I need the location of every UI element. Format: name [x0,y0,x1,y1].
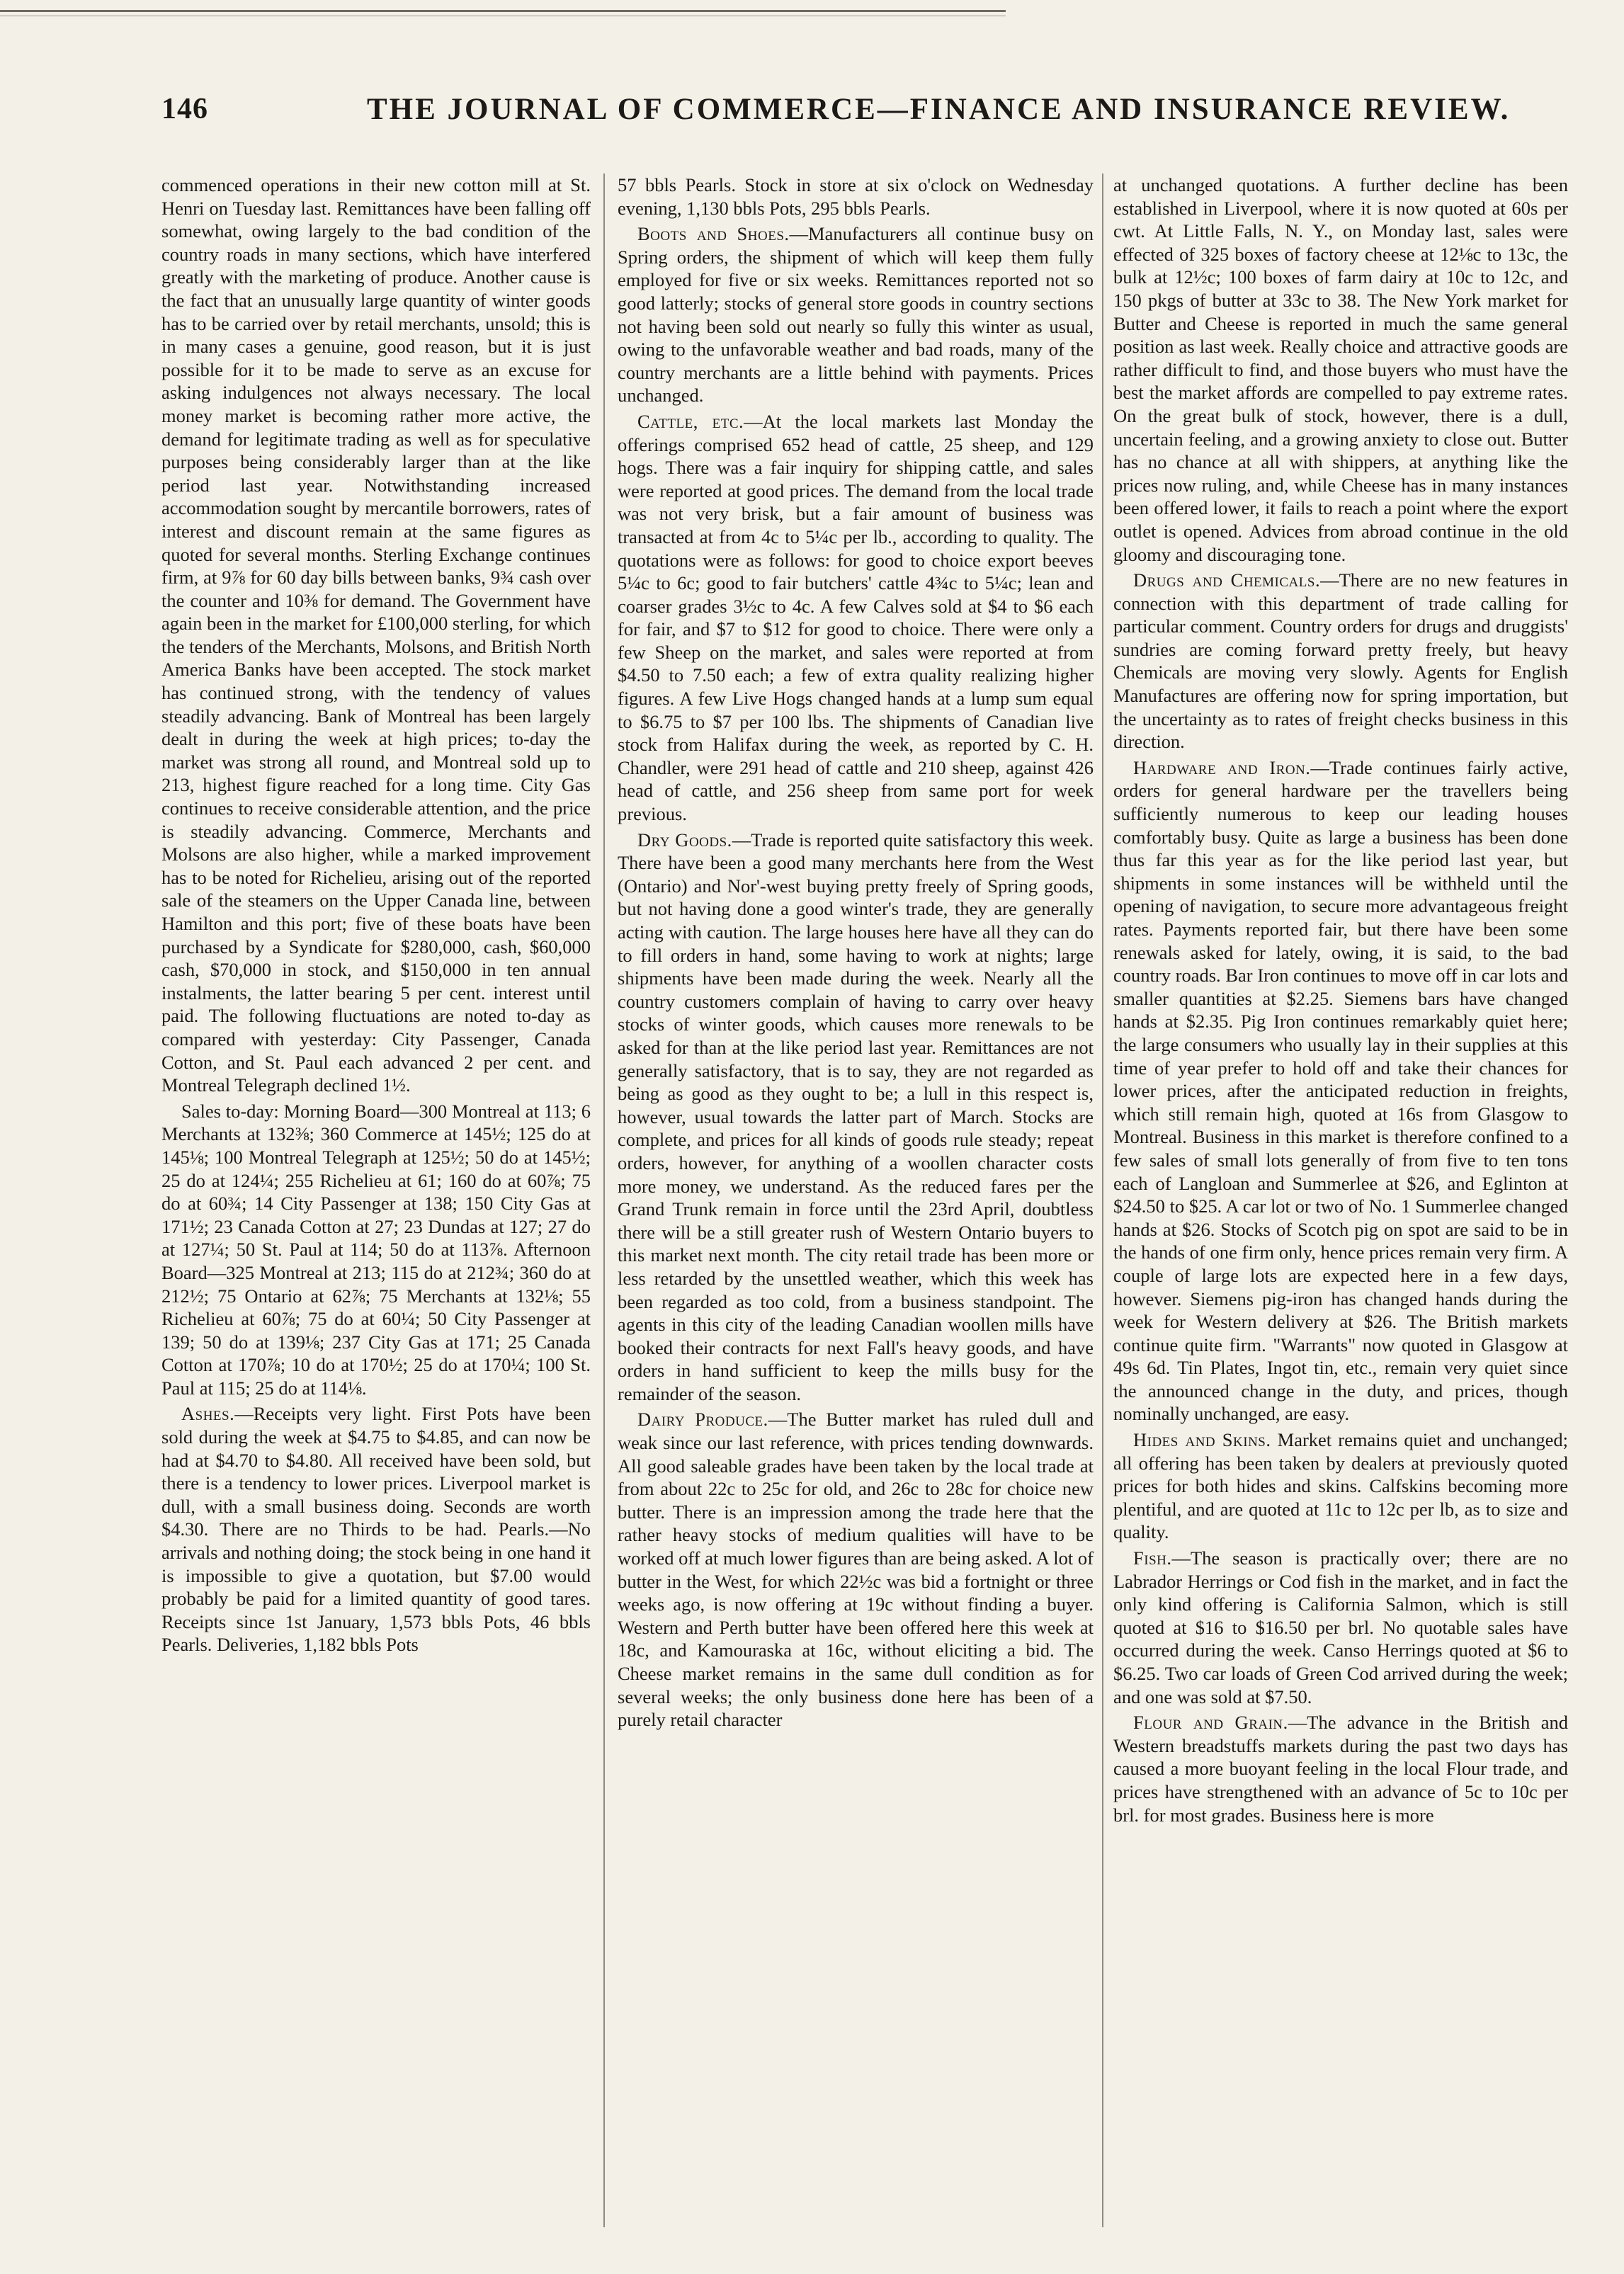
body-paragraph [618,174,1094,220]
paragraph-text: commenced operations in their new cotton mill at St. Henri on Tuesday last. Remittances have been falling off somewhat, owing largely to the bad condition of the country roads in many sections, which have interfered greatly with the marketing of produce. Another cause is the fact that an unusually large quantity of winter goods has to be carried over by retail merchants, unsold; this is in many cases a genuine, good reason, but it is just possible for it to be made to serve as an excuse for asking indulgences not always necessary. The local money market is becoming rather more active, the demand for legitimate trading as well as for speculative purposes being considerably larger than at the like period last year. Notwithstanding increased accommodation sought by mercantile borrowers, rates of interest and discount remain at the same figures as quoted for several months. Sterling Exchange continues firm, at 9⅞ for 60 day bills between banks, 9¾ cash over the counter and 10⅜ for demand. The Government have again been in the market for £100,000 sterling, for which the tenders of the Merchants, Molsons, and British North America Banks have been accepted. The stock market has continued strong, with the tendency of values steadily advancing. Bank of Montreal has been largely dealt in during the week at high prices; to-day the market was strong all round, and Montreal sold up to 213, highest figure reached for a long time. City Gas continues to receive considerable attention, and the price is steadily advancing. Commerce, Merchants and Molsons are also higher, while a marked improvement has to be noted for Richelieu, arising out of the reported sale of the steamers on the Upper Canada line, between Hamilton and this port; five of these boats have been purchased by a Syndicate for $280,000, cash, $60,000 cash, $70,000 in stock, and $150,000 in ten annual instalments, the latter bearing 5 per cent. interest until paid. The following fluctuations are noted to-day as compared with yesterday: City Passenger, Canada Cotton, and St. Paul each advanced 2 per cent. and Montreal Telegraph declined 1½. [161,174,591,1096]
paragraph-text: —There are no new features in connection with this department of trade calling for particular comment. Country orders for drugs and druggists' sundries are coming forward pretty freely, but heavy Chemicals are moving very slowly. Agents for English Manufactures are offering now for spring importation, but the uncertainty as to rates of freight checks business in this direction. [1113,569,1568,753]
section-heading: Flour and Grain. [1133,1712,1288,1734]
article-paragraph [1113,1547,1568,1708]
section-heading: Drugs and Chemicals. [1133,569,1321,591]
section-heading: Dry Goods. [637,829,732,851]
column-divider [603,174,605,2227]
section-heading: Ashes. [181,1403,235,1425]
paragraph-text: —The season is practically over; there are no Labrador Herrings or Cod fish in the market, and in fact the only kind offering is California Salmon, which is still quoted at $16 to $16.50 per brl. No quotable sales have occurred during the week. Canso Herrings quoted at $6 to $6.25. Two car loads of Green Cod arrived during the week; and one was sold at $7.50. [1113,1547,1568,1707]
article-paragraph [618,829,1094,1406]
section-heading: Hardware and Iron. [1133,756,1311,778]
text-column-3 [1113,174,1568,2227]
paragraph-text: —The Butter market has ruled dull and weak since our last reference, with prices tending downwards. All good saleable grades have been taken by the local trade at from about 22c to 25c for old, and 26c to 28c for choice new butter. There is an impression among the trade here that the rather heavy stocks of medium qualities will have to be worked off at much lower figures than are being asked. A lot of butter in the West, for which 22½c was bid a fortnight or three weeks ago, is now offering at 19c without finding a buyer. Western and Perth butter have been offered here this week at 18c, and Kamouraska at 16c, without eliciting a bid. The Cheese market remains in the same dull condition as for several weeks; the only business done here has been of a purely retail character [618,1409,1094,1731]
page-header [161,92,1511,142]
article-paragraph [1113,756,1568,1426]
section-heading: Fish. [1133,1547,1172,1569]
article-paragraph [618,410,1094,826]
article-paragraph [1113,1711,1568,1826]
column-divider [1102,174,1103,2227]
article-paragraph [618,1408,1094,1731]
article-paragraph [1113,1428,1568,1544]
body-paragraph [161,1100,591,1400]
paragraph-text: Sales to-day: Morning Board—300 Montreal at 113; 6 Merchants at 132⅜; 360 Commerce at 145½; 125 do at 145⅛; 100 Montreal Telegraph at 125½; 50 do at 145½; 25 do at 124¼; 255 Richelieu at 61; 160 do at 60⅞; 75 do at 60¾; 14 City Passenger at 138; 150 City Gas at 171½; 23 Canada Cotton at 27; 23 Dundas at 127; 27 do at 127¼; 50 St. Paul at 114; 50 do at 113⅞. Afternoon Board—325 Montreal at 213; 115 do at 212¾; 360 do at 212½; 75 Ontario at 62⅞; 75 Merchants at 132⅛; 55 Richelieu at 60⅞; 75 do at 60¼; 50 City Passenger at 139; 50 do at 139⅛; 237 City Gas at 171; 25 Canada Cotton at 170⅞; 10 do at 170½; 25 do at 170¼; 100 St. Paul at 115; 25 do at 114⅛. [161,1100,591,1399]
article-paragraph [1113,569,1568,754]
section-heading: Dairy Produce. [637,1409,768,1431]
paragraph-text: —Trade is reported quite satisfactory this week. There have been a good many merchants here from the West (Ontario) and Nor'-west buying pretty freely of Spring goods, but not having done a good winter's trade, they are generally acting with caution. The large houses here have all they can do to fill orders in hand, some having to work at nights; large shipments have been made during the week. Nearly all the country customers complain of having to carry over heavy stocks of winter goods, which causes more renewals to be asked for than at the like period last year. Remittances are not generally satisfactory, that is to say, they are not regarded as being as good as they ought to be; a lull in this respect is, however, usual towards the latter part of March. Stocks are complete, and prices for all kinds of goods rule steady; repeat orders, however, for anything of a woollen character costs more money, we understand. As the reduced fares per the Grand Trunk remain in force until the 23rd April, doubtless there will be a still greater rush of Western Ontario buyers to this market next month. The city retail trade has been more or less retarded by the unsettled weather, which this week has been regarded as too cold, from a business standpoint. The agents in this city of the leading Canadian woollen mills have booked their contracts for next Fall's heavy goods, and have orders in hand sufficient to keep the mills busy for the remainder of the season. [618,829,1094,1404]
paragraph-text: Market remains quiet and unchanged; all offering has been taken by dealers at previously quoted prices for both hides and skins. Calfskins becoming more plentiful, and are quoted at 11c to 12c per lb, as to size and quality. [1113,1429,1568,1543]
article-paragraph [618,222,1094,407]
paragraph-text: —Receipts very light. First Pots have been sold during the week at $4.75 to $4.85, and can now be had at $4.70 to $4.80. All received have been sold, but there is a tendency to lower prices. Liverpool market is dull, with a small business doing. Seconds are worth $4.30. There are no Thirds to be had. Pearls.—No arrivals and nothing doing; the stock being in one hand it is impossible to give a quotation, but $7.00 would probably be paid for a limited quantity of good tares. Receipts since 1st January, 1,573 bbls Pots, 46 bbls Pearls. Deliveries, 1,182 bbls Pots [161,1403,591,1656]
paragraph-text: at unchanged quotations. A further decline has been established in Liverpool, where it is now quoted at 60s per cwt. At Little Falls, N. Y., on Monday last, sales were effected of 325 boxes of factory cheese at 12⅛c to 13c, the bulk at 12½c; 100 boxes of farm dairy at 10c to 12c, and 150 pkgs of butter at 33c to 38. The New York market for Butter and Cheese is reported in much the same general position as last week. Really choice and attractive goods are rather difficult to find, and those buyers who must have the best the market affords are compelled to pay extreme rates. On the great bulk of stock, however, there is a dull, uncertain feeling, and a growing anxiety to close out. Butter has no chance at all with shippers, at anything like the prices now ruling, and, while Cheese has in many instances been offered lower, it fails to reach a point where the export outlet is opened. Advices from abroad continue in the old gloomy and discouraging tone. [1113,174,1568,565]
page-number: 146 [161,93,208,125]
paragraph-text: —Trade continues fairly active, orders for general hardware per the travellers being sufficiently numerous to keep our leading houses comfortably busy. Quite as large a business has been done thus far this year as for the like period last year, but shipments in some instances will be withheld until the opening of navigation, to secure more advantageous freight rates. Payments reported fair, but there have been some renewals asked for lately, owing, it is said, to the bad country roads. Bar Iron continues to move off in car lots and smaller quantities at $2.25. Siemens bars have changed hands at $2.35. Pig Iron continues remarkably quiet here; the large consumers who usually lay in their supplies at this time of year prefer to hold off and take their chances for lower prices, after the anticipated reduction in freights, which still remain high, quoted at 16s from Glasgow to Montreal. Business in this market is therefore confined to a few sales of small lots generally of from five to ten tons each of Langloan and Summerlee at $26, and Eglinton at $24.50 to $25. A car lot or two of No. 1 Summerlee changed hands at $26. Stocks of Scotch pig on spot are said to be in the hands of one firm only, hence prices remain very firm. A couple of large lots are expected here in a few days, however. Siemens pig-iron has changed hands during the week for Western delivery at $26. The British markets continue quite firm. "Warrants" now quoted in Glasgow at 49s 6d. Tin Plates, Ingot tin, etc., remain very quiet since the announced change in the duty, and prices, though nominally unchanged, are easy. [1113,756,1568,1425]
body-paragraph [1113,174,1568,566]
body-paragraph [161,174,591,1097]
text-column-2 [618,174,1094,2227]
text-column-1 [161,174,591,2227]
paragraph-text: —At the local markets last Monday the offerings comprised 652 head of cattle, 25 sheep, and 129 hogs. There was a fair inquiry for shipping cattle, and sales were reported at good prices. The demand from the local trade was not very brisk, but a fair amount of business was transacted at from 4c to 5¼c per lb., according to quality. The quotations were as follows: for good to choice export beeves 5¼c to 6c; good to fair butchers' cattle 4¾c to 5¼c; lean and coarser grades 3½c to 4c. A few Calves sold at $4 to $6 each for fair, and $7 to $12 for good to choice. There were only a few Sheep on the market, and sales were reported at from $4.50 to 7.50 each; a few of extra quality realizing higher figures. A few Live Hogs changed hands at a lump sum equal to $6.75 to $7 per 100 lbs. The shipments of Canadian live stock from Halifax during the week, as reported by C. H. Chandler, were 291 head of cattle and 210 sheep, against 426 head of cattle, and 256 sheep from same port for week previous. [618,410,1094,825]
paragraph-text: —Manufacturers all continue busy on Spring orders, the shipment of which will keep them fully employed for five or six weeks. Remittances reported not so good latterly; stocks of general store goods in country sections not having been sold out nearly so fully this winter as usual, owing to the unfavorable weather and bad roads, many of the country merchants are a little behind with payments. Prices unchanged. [618,223,1094,407]
section-heading: Cattle, etc. [637,410,744,432]
running-title: THE JOURNAL OF COMMERCE—FINANCE AND INSURANCE REVIEW. [367,93,1511,126]
paragraph-text: —The advance in the British and Western breadstuffs markets during the past two days has caused a more buoyant feeling in the local Flour trade, and prices have strengthened with an advance of 5c to 10c per brl. for most grades. Business here is more [1113,1712,1568,1826]
paragraph-text: 57 bbls Pearls. Stock in store at six o'clock on Wednesday evening, 1,130 bbls Pots, 295 bbls Pearls. [618,174,1094,219]
section-heading: Hides and Skins. [1133,1429,1271,1451]
top-border-rule [0,10,1006,12]
article-paragraph [161,1402,591,1656]
section-heading: Boots and Shoes. [637,223,790,245]
